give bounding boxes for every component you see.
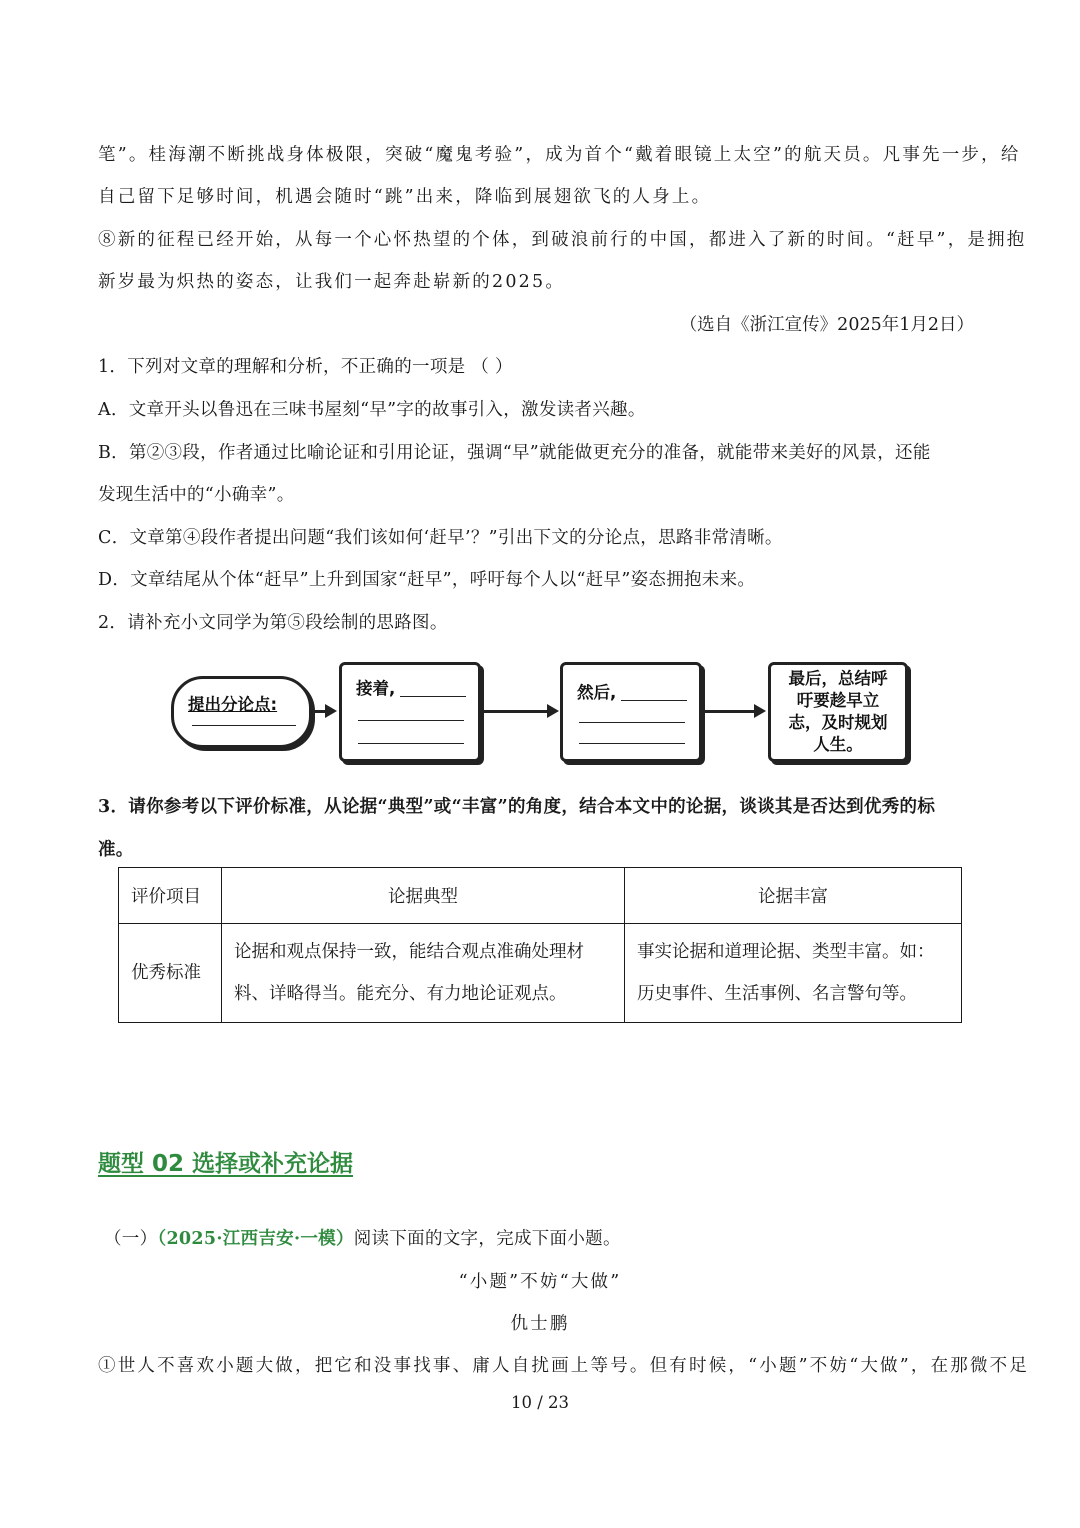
answer-blank xyxy=(400,696,466,697)
answer-blank xyxy=(358,720,464,721)
criteria-table xyxy=(118,867,962,1023)
table-row-label: 优秀标准 xyxy=(119,924,222,1023)
table-cell-typical xyxy=(222,924,625,1023)
table-header-cell: 论据丰富 xyxy=(625,868,962,924)
diagram-box-finally xyxy=(768,662,908,762)
question-3-stem: 3．请你参考以下评价标准，从论据“典型”或“丰富”的角度，结合本文中的论据，谈谈其是否达到优秀的标 xyxy=(98,797,936,817)
diagram-box-claim xyxy=(171,676,312,748)
cell-line: 事实论据和道理论据、类型丰富。如： xyxy=(637,942,935,962)
article-paragraph: ①世人不喜欢小题大做，把它和没事找事、庸人自扰画上等号。但有时候，“小题”不妨“大做”，在那微不足 xyxy=(98,1356,1030,1376)
passage-line: 笔”。桂海潮不断挑战身体极限，突破“魔鬼考验”，成为首个“戴着眼镜上太空”的航天员。凡事先一步，给 xyxy=(98,145,1021,165)
passage-source: （选自《浙江宣传》2025年1月2日） xyxy=(679,315,974,335)
arrow-icon xyxy=(481,710,553,713)
question-3-stem-continued: 准。 xyxy=(98,840,134,860)
article-author: 仇士鹏 xyxy=(510,1314,570,1334)
diagram-box-then xyxy=(339,662,481,762)
table-header-row xyxy=(119,868,962,924)
intro-prefix: （一） xyxy=(104,1229,158,1249)
table-header-cell: 论据典型 xyxy=(222,868,625,924)
answer-blank xyxy=(192,725,296,726)
answer-blank xyxy=(621,700,687,701)
diagram-box-claim-label: 提出分论点: xyxy=(188,695,278,714)
table-row xyxy=(119,924,962,1023)
thinking-diagram xyxy=(165,660,915,768)
diagram-box-next xyxy=(560,662,702,762)
passage-line: 新岁最为炽热的姿态，让我们一起奔赴崭新的2025。 xyxy=(98,272,566,292)
diagram-box-next-label: 然后, xyxy=(577,683,617,702)
arrow-icon xyxy=(702,710,760,713)
answer-blank xyxy=(579,743,685,744)
cell-line: 论据和观点保持一致，能结合观点准确处理材 xyxy=(234,942,584,962)
section-title: 题型 02 选择或补充论据 xyxy=(98,1151,354,1177)
option-c: C．文章第④段作者提出问题“我们该如何‘赶早’？”引出下文的分论点，思路非常清晰。 xyxy=(98,528,783,548)
option-a: A．文章开头以鲁迅在三味书屋刻“早”字的故事引入，激发读者兴趣。 xyxy=(98,400,646,420)
option-b-continued: 发现生活中的“小确幸”。 xyxy=(98,485,295,505)
diagram-box-finally-text xyxy=(771,668,905,756)
question-2-stem: 2．请补充小文同学为第⑤段绘制的思路图。 xyxy=(98,613,448,633)
article-title: “小题”不妨“大做” xyxy=(458,1272,622,1292)
passage-line: ⑧新的征程已经开始，从每一个心怀热望的个体，到破浪前行的中国，都进入了新的时间。“赶早”，是拥抱 xyxy=(98,230,1027,250)
intro-text: 阅读下面的文字，完成下面小题。 xyxy=(353,1229,621,1249)
diagram-text-line: 吁要趁早立 xyxy=(796,691,880,710)
diagram-text-line: 志，及时规划 xyxy=(788,713,888,732)
cell-line: 历史事件、生活事例、名言警句等。 xyxy=(637,984,917,1004)
passage-line: 自己留下足够时间，机遇会随时“跳”出来，降临到展翅欲飞的人身上。 xyxy=(98,187,712,207)
arrow-icon xyxy=(311,710,331,713)
answer-blank xyxy=(579,722,685,723)
diagram-text-line: 最后，总结呼 xyxy=(788,669,888,688)
page-number: 10 / 23 xyxy=(510,1393,570,1412)
diagram-box-then-label: 接着, xyxy=(356,679,396,698)
diagram-text-line: 人生。 xyxy=(813,735,863,754)
table-cell-rich xyxy=(625,924,962,1023)
option-d: D．文章结尾从个体“赶早”上升到国家“赶早”，呼吁每个人以“赶早”姿态拥抱未来。 xyxy=(98,570,756,590)
intro-source: （2025·江西吉安·一模） xyxy=(157,1229,354,1249)
table-header-cell: 评价项目 xyxy=(119,868,222,924)
option-b: B．第②③段，作者通过比喻论证和引用论证，强调“早”就能做更充分的准备，就能带来美好的风景，还能 xyxy=(98,443,931,463)
answer-blank xyxy=(358,743,464,744)
cell-line: 料、详略得当。能充分、有力地论证观点。 xyxy=(234,984,567,1004)
reading-intro xyxy=(104,1225,621,1250)
question-1-stem: 1．下列对文章的理解和分析，不正确的一项是 （ ） xyxy=(98,357,513,377)
